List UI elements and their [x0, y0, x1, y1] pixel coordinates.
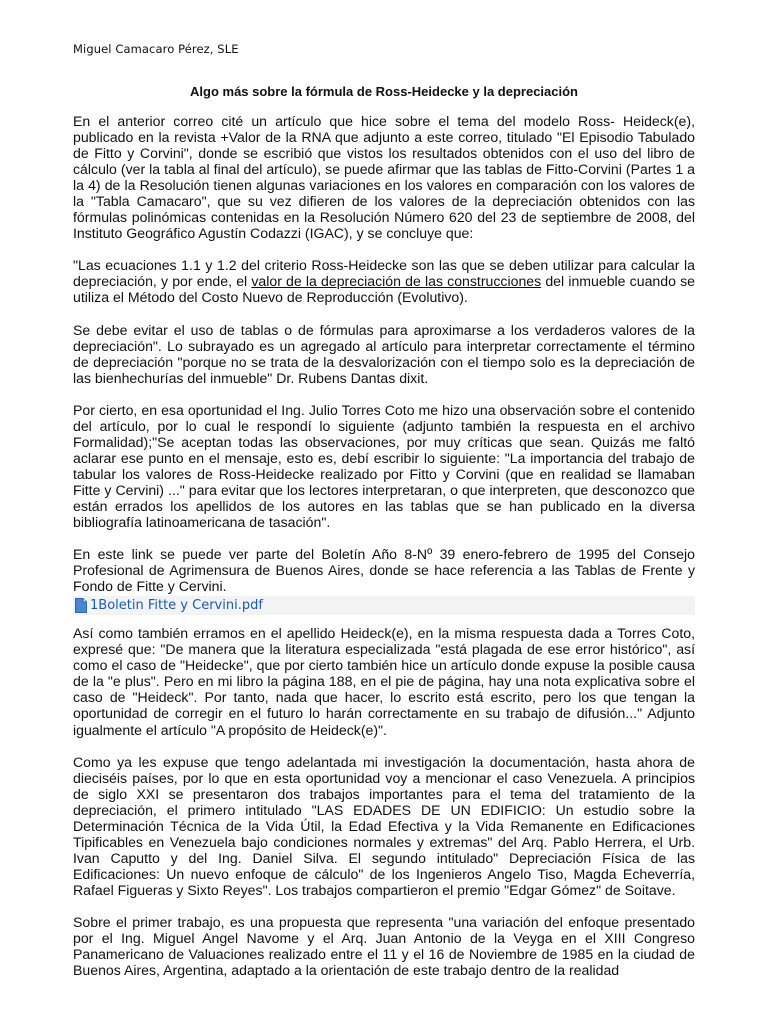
paragraph-4: Por cierto, en esa oportunidad el Ing. Julio Torres Coto me hizo una observación sobre el contenido del artículo, por lo cual le respondí lo siguiente (adjunto también la respuesta en el archivo Formalidad);"Se aceptan todas las observaciones, por muy críticas que sean. Quizás me faltó aclarar ese punto en el mensaje, esto es, debí escribir lo siguiente: "La importancia del trabajo de tabular los valores de Ross-Heidecke realizado por Fitto y Corvini (que en realidad se llamaban Fitte y Cervini) ..." para evitar que los lectores interpretaran, o que interpreten, que desconozco que están errados los apellidos de los autores en las tablas que se han publicado en la diversa bibliografía latinoamericana de tasación". — [73, 401, 695, 531]
file-icon — [75, 598, 87, 613]
paragraph-6: Así como también erramos en el apellido Heideck(e), en la misma respuesta dada a Torres Coto, expresé que: "De manera que la literatura especializada "está plagada de ese error histórico", así como el caso de "Heidecke", que por cierto también hice un artículo donde expuse la posible causa de la "e plus". Pero en mi libro la página 188, en el pie de página, hay una nota explicativa sobre el caso de "Heideck". Por tanto, nada que hacer, lo escrito está escrito, pero los que tengan la oportunidad de corregir en el futuro lo harán correctamente en su trabajo de difusión..." Adjunto igualmente el artículo "A propósito de Heideck(e)". — [73, 625, 695, 738]
underlined-phrase: valor de la depreciación de las construcciones — [251, 273, 542, 290]
paragraph-5: En este link se puede ver parte del Boletín Año 8-Nº 39 enero-febrero de 1995 del Consejo Profesional de Agrimensura de Buenos Aires, donde se hace referencia a las Tablas de Frente y Fondo de Fitte y Cervini. — [73, 546, 695, 595]
document-body — [73, 113, 695, 994]
paragraph-2 — [73, 257, 695, 305]
author-name: Miguel Camacaro Pérez, SLE — [73, 42, 239, 56]
paragraph-7: Como ya les expuse que tengo adelantada mi investigación la documentación, hasta ahora de dieciséis países, por lo que en esta oportunidad voy a mencionar el caso Venezuela. A principios de siglo XXI se presentaron dos trabajos importantes para el tema del tratamiento de la depreciación, el primero intitulado "LAS EDADES DE UN EDIFICIO: Un estudio sobre la Determinación Técnica de la Vida Útil, la Edad Efectiva y la Vida Remanente en Edificaciones Tipificables en Venezuela bajo condiciones normales y extremas" del Arq. Pablo Herrera, el Urb. Ivan Caputto y del Ing. Daniel Silva. El segundo intitulado" Depreciación Física de las Edificaciones: Un nuevo enfoque de cálculo" de los Ingenieros Angelo Tiso, Magda Echeverría, Rafael Figueras y Sixto Reyes". Los trabajos compartieron el premio "Edgar Gómez" de Soitave. — [73, 753, 695, 898]
paragraph-1: En el anterior correo cité un artículo que hice sobre el tema del modelo Ross- Heideck(e), publicado en la revista +Valor de la RNA que adjunto a este correo, titulado "El Episodio Tabulado de Fitto y Corvini", donde se escribió que vistos los resultados obtenidos con el uso del libro de cálculo (ver la tabla al final del artículo), se puede afirmar que las tablas de Fitto-Corvini (Partes 1 a la 4) de la Resolución tienen algunas variaciones en los valores en comparación con los valores de la "Tabla Camacaro", que su vez difieren de los valores de la depreciación obtenidos con las fórmulas polinómicas contenidas en la Resolución Número 620 del 23 de septiembre de 2008, del Instituto Geográfico Agustín Codazzi (IGAC), y se concluye que: — [73, 113, 695, 242]
paragraph-2-start: "Las ecuaciones 1.1 y 1.2 del criterio Ross-Heidecke son las que se deben utilizar para calcular la depreciación, y por ende, el — [73, 257, 695, 290]
paragraph-3: Se debe evitar el uso de tablas o de fórmulas para aproximarse a los verdaderos valores de la depreciación". Lo subrayado es un agregado al artículo para interpretar correctamente el término de depreciación "porque no se trata de la desvalorización con el tiempo solo es la depreciación de las bienhechurías del inmueble" Dr. Rubens Dantas dixit. — [73, 321, 695, 386]
document-title: Algo más sobre la fórmula de Ross-Heidecke y la depreciación — [190, 84, 578, 99]
attachment-link-row[interactable] — [73, 596, 695, 615]
paragraph-8: Sobre el primer trabajo, es una propuesta que representa "una variación del enfoque presentado por el Ing. Miguel Angel Navome y el Arq. Juan Antonio de la Veyga en el XIII Congreso Panamericano de Valuaciones realizado entre el 11 y el 16 de Noviembre de 1985 en la ciudad de Buenos Aires, Argentina, adaptado a la orientación de este trabajo dentro de la realidad — [73, 913, 695, 979]
attachment-filename-link[interactable]: 1Boletin Fitte y Cervini.pdf — [90, 597, 263, 613]
paragraph-2-end: del inmueble cuando se utiliza el Método del Costo Nuevo de Reproducción (Evolutivo). — [73, 273, 695, 306]
